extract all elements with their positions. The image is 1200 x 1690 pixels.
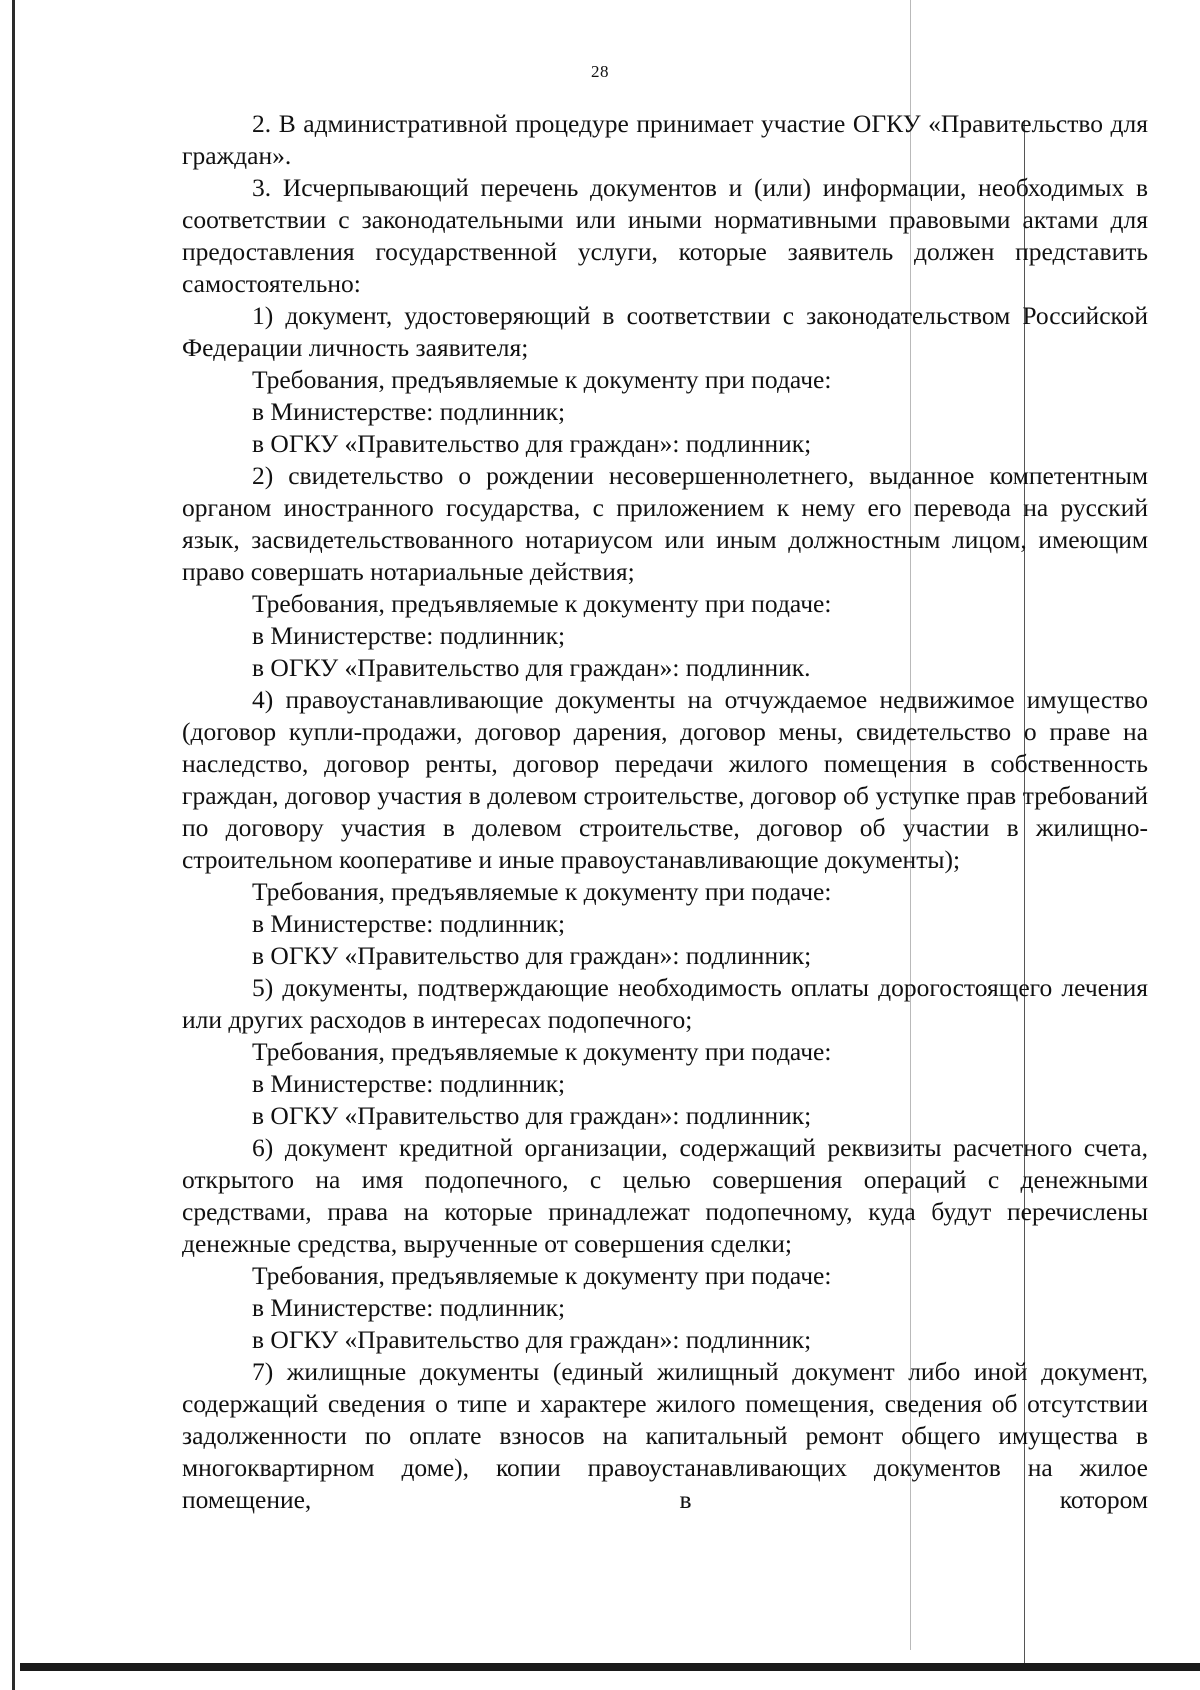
paragraph: Требования, предъявляемые к документу при подаче: (252, 1037, 832, 1066)
document-body (182, 108, 1148, 1516)
paragraph: 1) документ, удостоверяющий в соответствии с законодательством Российской Федерации личность заявителя; (182, 301, 1148, 362)
paragraph: 3. Исчерпывающий перечень документов и (или) информации, необходимых в соответствии с законодательными или иными нормативными правовыми актами для предоставления государственной услуги, которые заявитель должен представить самостоятельно: (182, 173, 1148, 298)
scan-left-edge (12, 0, 15, 1690)
paragraph: в Министерстве: подлинник; (252, 1293, 566, 1322)
paragraph: в Министерстве: подлинник; (252, 1069, 566, 1098)
paragraph: в Министерстве: подлинник; (252, 909, 566, 938)
scan-bottom-edge (20, 1663, 1200, 1671)
page-number: 28 (591, 62, 609, 81)
paragraph: в Министерстве: подлинник; (252, 621, 566, 650)
paragraph: в ОГКУ «Правительство для граждан»: подлинник. (252, 653, 811, 682)
paragraph: Требования, предъявляемые к документу при подаче: (252, 589, 832, 618)
paragraph: в ОГКУ «Правительство для граждан»: подлинник; (252, 429, 812, 458)
paragraph: Требования, предъявляемые к документу при подаче: (252, 365, 832, 394)
paragraph: в Министерстве: подлинник; (252, 397, 566, 426)
paragraph: в ОГКУ «Правительство для граждан»: подлинник; (252, 1101, 812, 1130)
paragraph: Требования, предъявляемые к документу при подаче: (252, 1261, 832, 1290)
paragraph: 4) правоустанавливающие документы на отчуждаемое недвижимое имущество (договор купли-продажи, договор дарения, договор мены, свидетельство о праве на наследство, договор ренты, договор передачи жилого помещения в собственность граждан, договор участия в долевом строительстве, договор об уступке прав требований по договору участия в долевом строительстве, договор об участии в жилищно-строительном кооперативе и иные правоустанавливающие документы); (182, 685, 1148, 874)
paragraph: 6) документ кредитной организации, содержащий реквизиты расчетного счета, открытого на имя подопечного, с целью совершения операций с денежными средствами, права на которые принадлежат подопечному, куда будут перечислены денежные средства, вырученные от совершения сделки; (182, 1133, 1148, 1258)
paragraph: Требования, предъявляемые к документу при подаче: (252, 877, 832, 906)
paragraph: в ОГКУ «Правительство для граждан»: подлинник; (252, 1325, 812, 1354)
paragraph: 2. В административной процедуре принимает участие ОГКУ «Правительство для граждан». (182, 109, 1148, 170)
paragraph: 5) документы, подтверждающие необходимость оплаты дорогостоящего лечения или других расходов в интересах подопечного; (182, 973, 1148, 1034)
paragraph: 7) жилищные документы (единый жилищный документ либо иной документ, содержащий сведения о типе и характере жилого помещения, сведения об отсутствии задолженности по оплате взносов на капитальный ремонт общего имущества в многоквартирном доме), копии правоустанавливающих документов на жилое помещение, в котором (182, 1357, 1148, 1514)
paragraph: 2) свидетельство о рождении несовершеннолетнего, выданное компетентным органом иностранного государства, с приложением к нему его перевода на русский язык, засвидетельствованного нотариусом или иным должностным лицом, имеющим право совершать нотариальные действия; (182, 461, 1148, 586)
paragraph: в ОГКУ «Правительство для граждан»: подлинник; (252, 941, 812, 970)
